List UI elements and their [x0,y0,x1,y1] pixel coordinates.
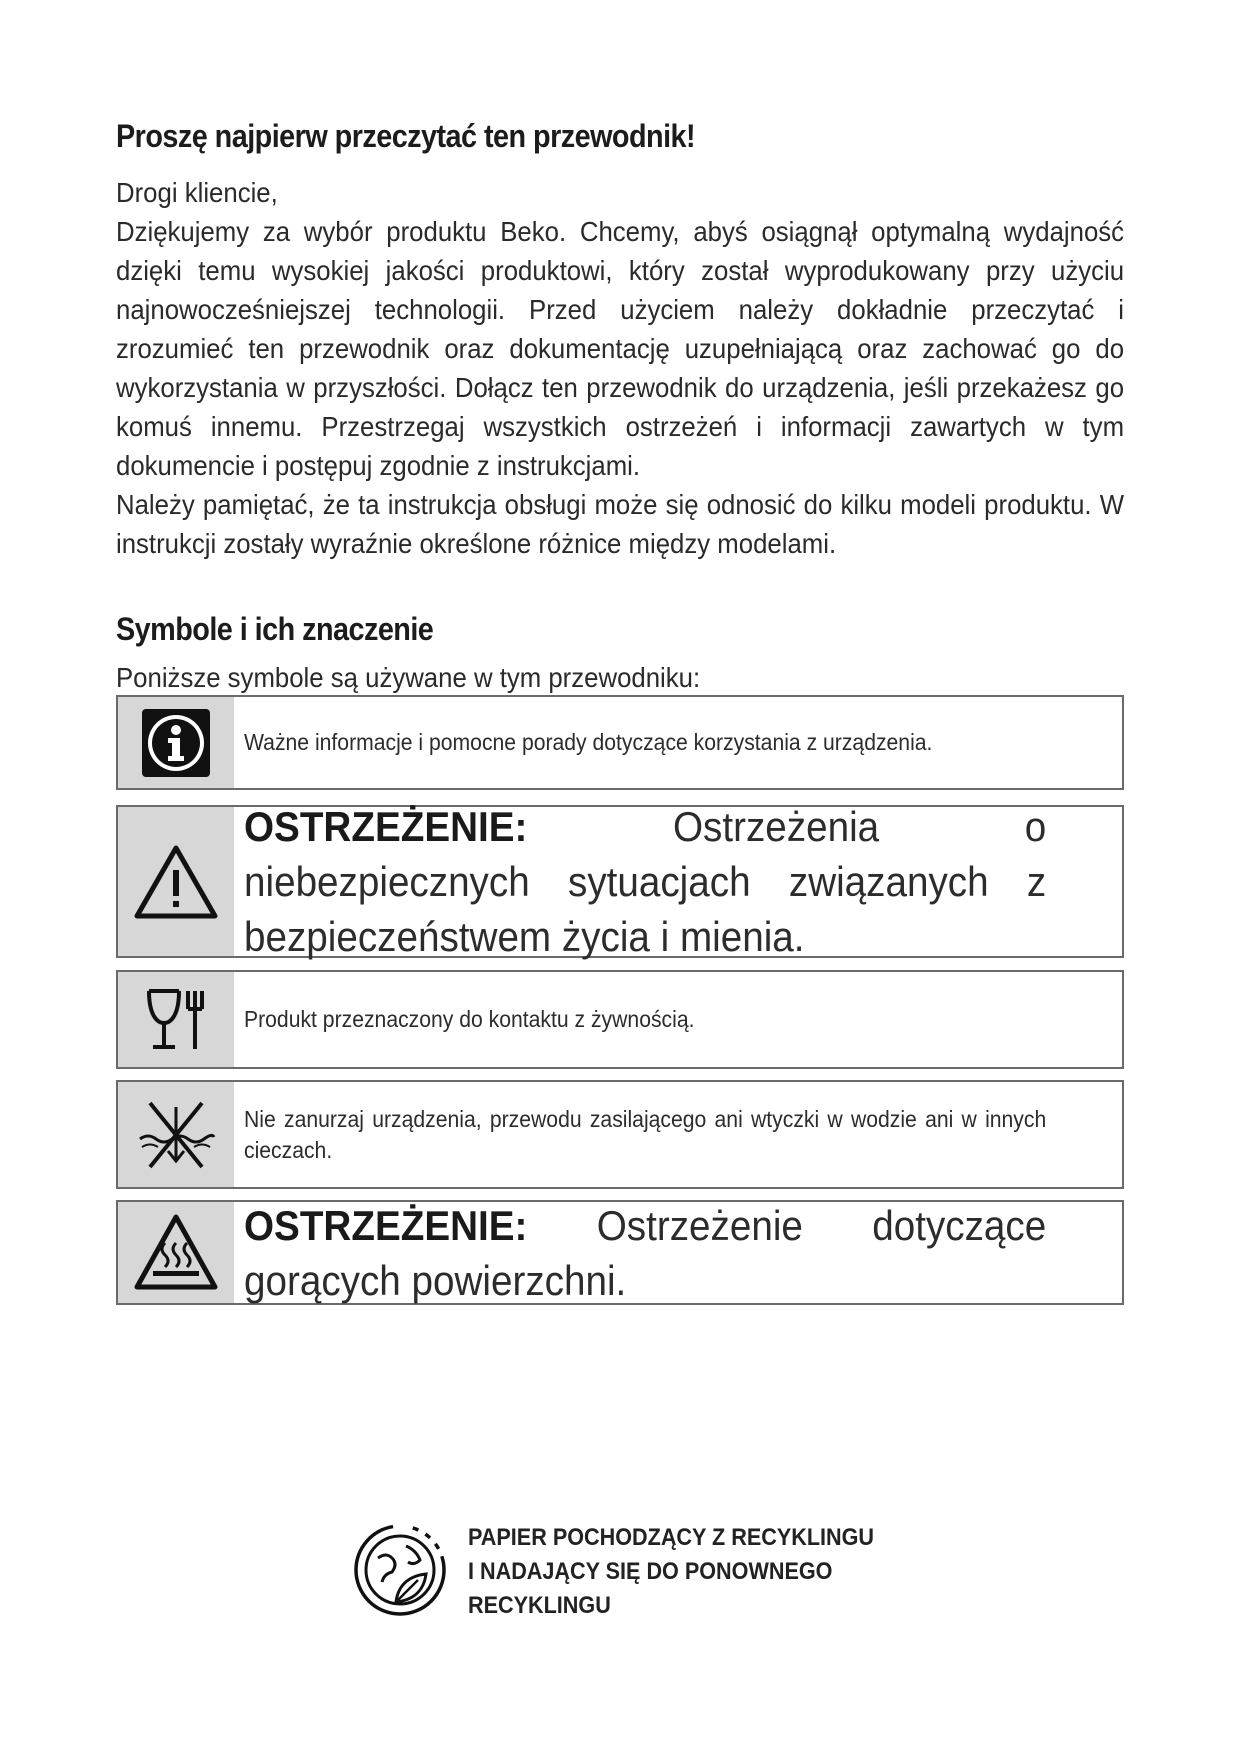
symbols-heading: Symbole i ich znaczenie [116,611,434,647]
recycling-line-1: PAPIER POCHODZĄCY Z RECYKLINGU [468,1524,875,1551]
warning-label: OSTRZEŻENIE: [244,1201,528,1249]
page-title: Proszę najpierw przeczytać ten przewodnik! [116,118,696,154]
symbol-row-no-immersion [116,1080,1124,1189]
symbols-intro: Poniższe symbole są używane w tym przewodniku: [116,662,701,693]
recycled-paper-icon [348,1518,452,1627]
symbol-description: Nie zanurzaj urządzenia, przewodu zasilającego ani wtyczki w wodzie ani w innych cieczach. [244,1105,1047,1163]
recycling-text [468,1521,874,1623]
info-icon [118,697,234,788]
intro-paragraph-2: Należy pamiętać, że ta instrukcja obsługi może się odnosić do kilku modeli produktu. W instrukcji zostały wyraźnie określone różnice między modelami. [116,489,1125,559]
symbol-row-hot-surface [116,1200,1124,1305]
intro-text [116,173,1124,563]
recycling-line-3: RECYKLINGU [468,1592,611,1619]
symbol-row-info [116,695,1124,790]
symbol-row-food-contact [116,970,1124,1069]
greeting: Drogi kliencie, [116,177,278,208]
intro-section [116,118,1124,694]
hot-surface-icon [118,1202,234,1303]
symbol-description: Ostrzeżenia o niebezpiecznych sytuacjach związanych z bezpieczeństwem życia i mienia. [244,803,1047,960]
symbol-description: Produkt przeznaczony do kontaktu z żywnością. [244,1006,695,1032]
food-contact-icon [118,972,234,1067]
warning-triangle-icon [118,807,234,956]
symbol-row-warning [116,805,1124,958]
symbol-description: Ostrzeżenie dotyczące gorących powierzchni. [244,1201,1047,1304]
symbol-description: Ważne informacje i pomocne porady dotyczące korzystania z urządzenia. [244,729,933,755]
recycling-notice [348,1512,908,1632]
no-water-immersion-icon [118,1082,234,1187]
recycling-line-2: I NADAJĄCY SIĘ DO PONOWNEGO [468,1558,833,1585]
warning-label: OSTRZEŻENIE: [244,803,528,850]
intro-paragraph-1: Dziękujemy za wybór produktu Beko. Chcemy, abyś osiągnął optymalną wydajność dzięki temu wysokiej jakości produktowi, który został wyprodukowany przy użyciu najnowocześniejszej technologii. Przed użyciem należy dokładnie przeczytać i zrozumieć ten przewodnik oraz dokumentację uzupełniającą oraz zachować go do wykorzystania w przyszłości. Dołącz ten przewodnik do urządzenia, jeśli przekażesz go komuś innemu. Przestrzegaj wszystkich ostrzeżeń i informacji zawartych w tym dokumencie i postępuj zgodnie z instrukcjami. [116,216,1125,481]
